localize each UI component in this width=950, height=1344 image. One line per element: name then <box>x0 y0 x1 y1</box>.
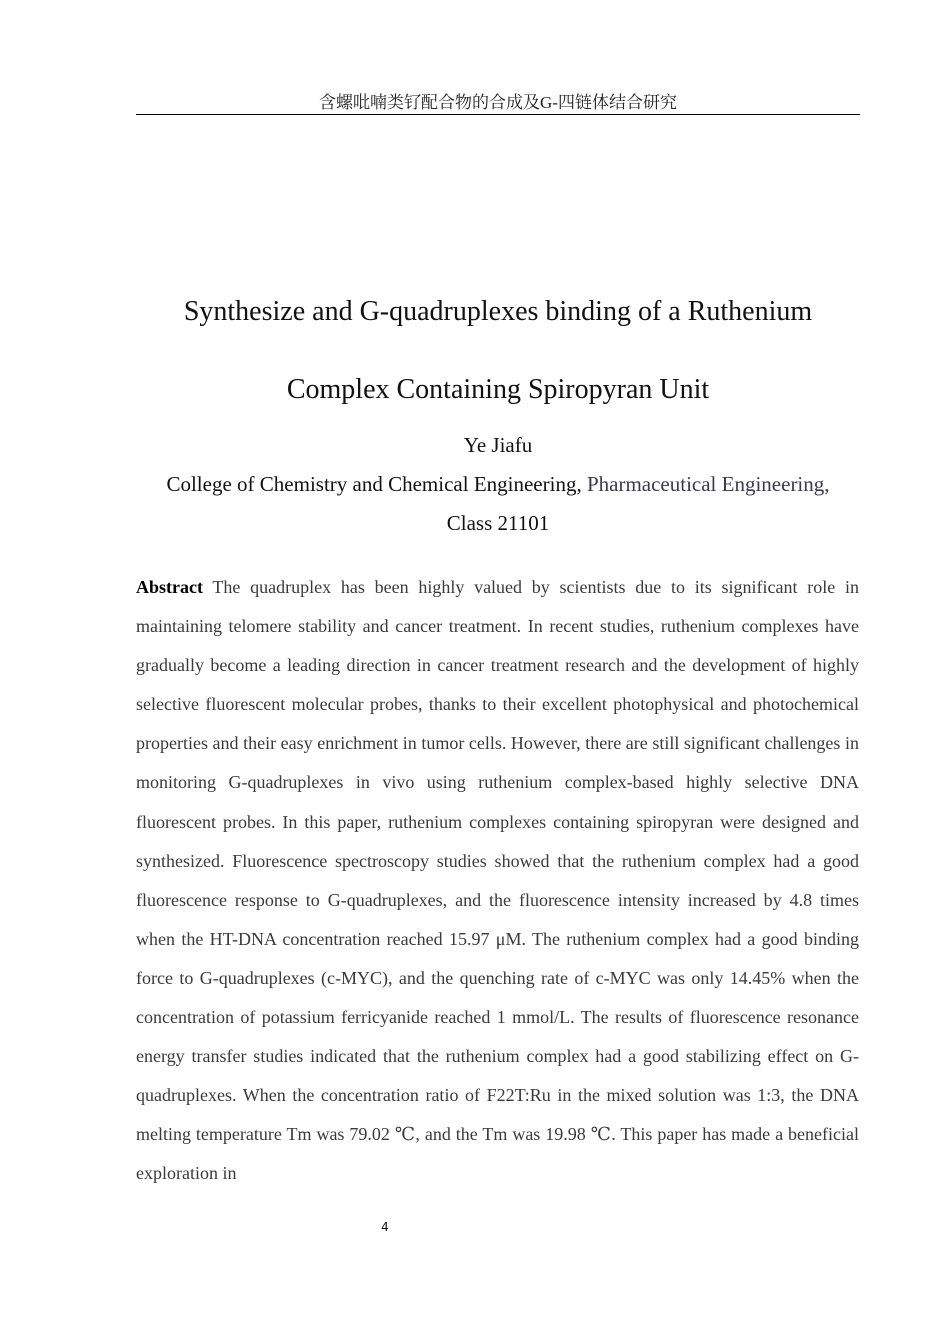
abstract-paragraph <box>136 568 859 1194</box>
paper-title-line-2: Complex Containing Spiropyran Unit <box>286 374 710 405</box>
abstract-text: The quadruplex has been highly valued by scientists due to its significant role in maintaining telomere stability and cancer treatment. In recent studies, ruthenium complexes have gradually become a leading direction in cancer treatment research and the development of highly selective fluorescent molecular probes, thanks to their excellent photophysical and photochemical properties and their easy enrichment in tumor cells. However, there are still significant challenges in monitoring G-quadruplexes in vivo using ruthenium complex-based highly selective DNA fluorescent probes. In this paper, ruthenium complexes containing spiropyran were designed and synthesized. Fluorescence spectroscopy studies showed that the ruthenium complex had a good fluorescence response to G-quadruplexes, and the fluorescence intensity increased by 4.8 times when the HT-DNA concentration reached 15.97 μM. The ruthenium complex had a good binding force to G-quadruplexes (c-MYC), and the quenching rate of c-MYC was only 14.45% when the concentration of potassium ferricyanide reached 1 mmol/L. The results of fluorescence resonance energy transfer studies indicated that the ruthenium complex had a good stabilizing effect on G-quadruplexes. When the concentration ratio of F22T:Ru in the mixed solution was 1:3, the DNA melting temperature Tm was 79.02 ℃, and the Tm was 19.98 ℃. This paper has made a beneficial exploration in <box>136 577 859 1184</box>
college-name: College of Chemistry and Chemical Engineering, <box>166 472 582 496</box>
author-name: Ye Jiafu <box>463 433 533 457</box>
major-name: Pharmaceutical Engineering, <box>586 472 830 496</box>
page-number: 4 <box>381 1220 389 1234</box>
running-header: 含螺吡喃类钌配合物的合成及G-四链体结合研究 <box>136 92 860 115</box>
class-name: Class 21101 <box>446 511 550 535</box>
affiliation-line-1 <box>100 471 896 497</box>
paper-title-line-1: Synthesize and G-quadruplexes binding of a Ruthenium <box>183 296 813 327</box>
abstract-label: Abstract <box>136 577 203 597</box>
